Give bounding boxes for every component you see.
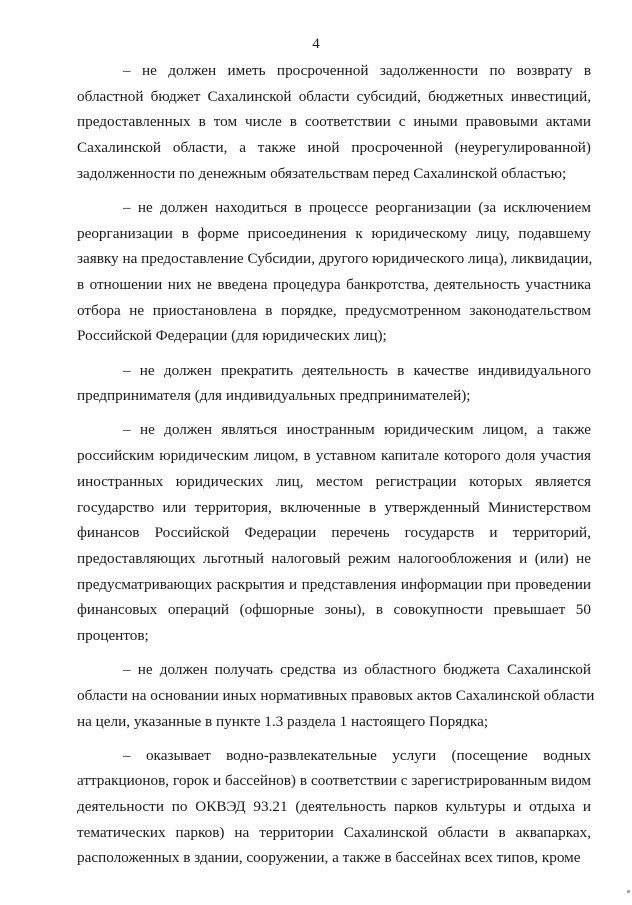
text-line: Российской Федерации (для юридических лиц);	[77, 327, 387, 345]
document-body	[77, 58, 595, 871]
text-line: предпринимателя (для индивидуальных предпринимателей);	[77, 387, 471, 405]
text-line: – оказывает водно-развлекательные услуги (посещение водных	[123, 746, 591, 764]
text-line: иностранных юридических лиц, местом регистрации которых является	[77, 472, 591, 490]
text-line: областной бюджет Сахалинской области субсидий, бюджетных инвестиций,	[77, 87, 591, 105]
text-line: – не должен прекратить деятельность в качестве индивидуального	[123, 361, 591, 379]
text-line: предоставляющих льготный налоговый режим налогообложения и (или) не	[77, 549, 591, 567]
text-line: – не должен находиться в процессе реорганизации (за исключением	[123, 198, 591, 216]
text-line: задолженности по денежным обязательствам перед Сахалинской областью;	[77, 164, 567, 182]
page-number: 4	[312, 36, 320, 52]
text-line: предусматривающих раскрытия и представления информации при проведении	[77, 575, 591, 593]
text-line: процентов;	[77, 626, 149, 644]
paragraph-gap	[77, 186, 591, 195]
text-line: российским юридическим лицом, в уставном капитале которого доля участия	[77, 447, 591, 465]
paragraph	[77, 358, 591, 409]
text-line: заявку на предоставление Субсидии, другого юридического лица), ликвидации,	[77, 250, 593, 268]
paragraph	[77, 657, 595, 734]
paragraph	[77, 743, 591, 871]
text-line: аттракционов, горок и бассейнов) в соответствии с зарегистрированным видом	[77, 772, 591, 790]
text-line: на цели, указанные в пункте 1.3 раздела 1 настоящего Порядка;	[77, 712, 489, 730]
paragraph	[77, 58, 591, 186]
text-line: государство или территория, включенные в утвержденный Министерством	[77, 498, 591, 516]
text-line: Сахалинской области, а также иной просроченной (неурегулированной)	[77, 139, 591, 157]
paragraph-gap	[77, 649, 591, 658]
text-line: – не должен иметь просроченной задолженности по возврату в	[123, 62, 591, 79]
text-line: финансовых операций (офшорные зоны), в совокупности превышает 50	[77, 601, 591, 619]
text-line: расположенных в здании, сооружении, а также в бассейнах всех типов, кроме	[77, 849, 581, 867]
text-line: отбора не приостановлена в порядке, предусмотренном законодательством	[77, 301, 591, 319]
paragraph-gap	[77, 734, 591, 743]
text-line: – не должен получать средства из областного бюджета Сахалинской	[123, 661, 591, 679]
text-line: предоставленных в том числе в соответствии с иными правовыми актами	[77, 113, 591, 131]
paragraph-gap	[77, 409, 591, 418]
text-line: – не должен являться иностранным юридическим лицом, а также	[123, 421, 591, 439]
paragraph	[77, 195, 591, 349]
text-line: финансов Российской Федерации перечень государств и территорий,	[77, 524, 591, 542]
text-line: реорганизации в форме присоединения к юридическому лицу, подавшему	[77, 224, 591, 242]
text-line: в отношении них не введена процедура банкротства, деятельность участника	[77, 276, 591, 293]
text-line: области на основании иных нормативных правовых актов Сахалинской области	[77, 686, 595, 704]
scan-speck	[627, 890, 630, 893]
text-line: деятельности по ОКВЭД 93.21 (деятельность парков культуры и отдыха и	[77, 798, 591, 816]
paragraph	[77, 417, 591, 648]
paragraph-gap	[77, 349, 591, 358]
text-line: тематических парков) на территории Сахалинской области в аквапарках,	[77, 823, 591, 841]
